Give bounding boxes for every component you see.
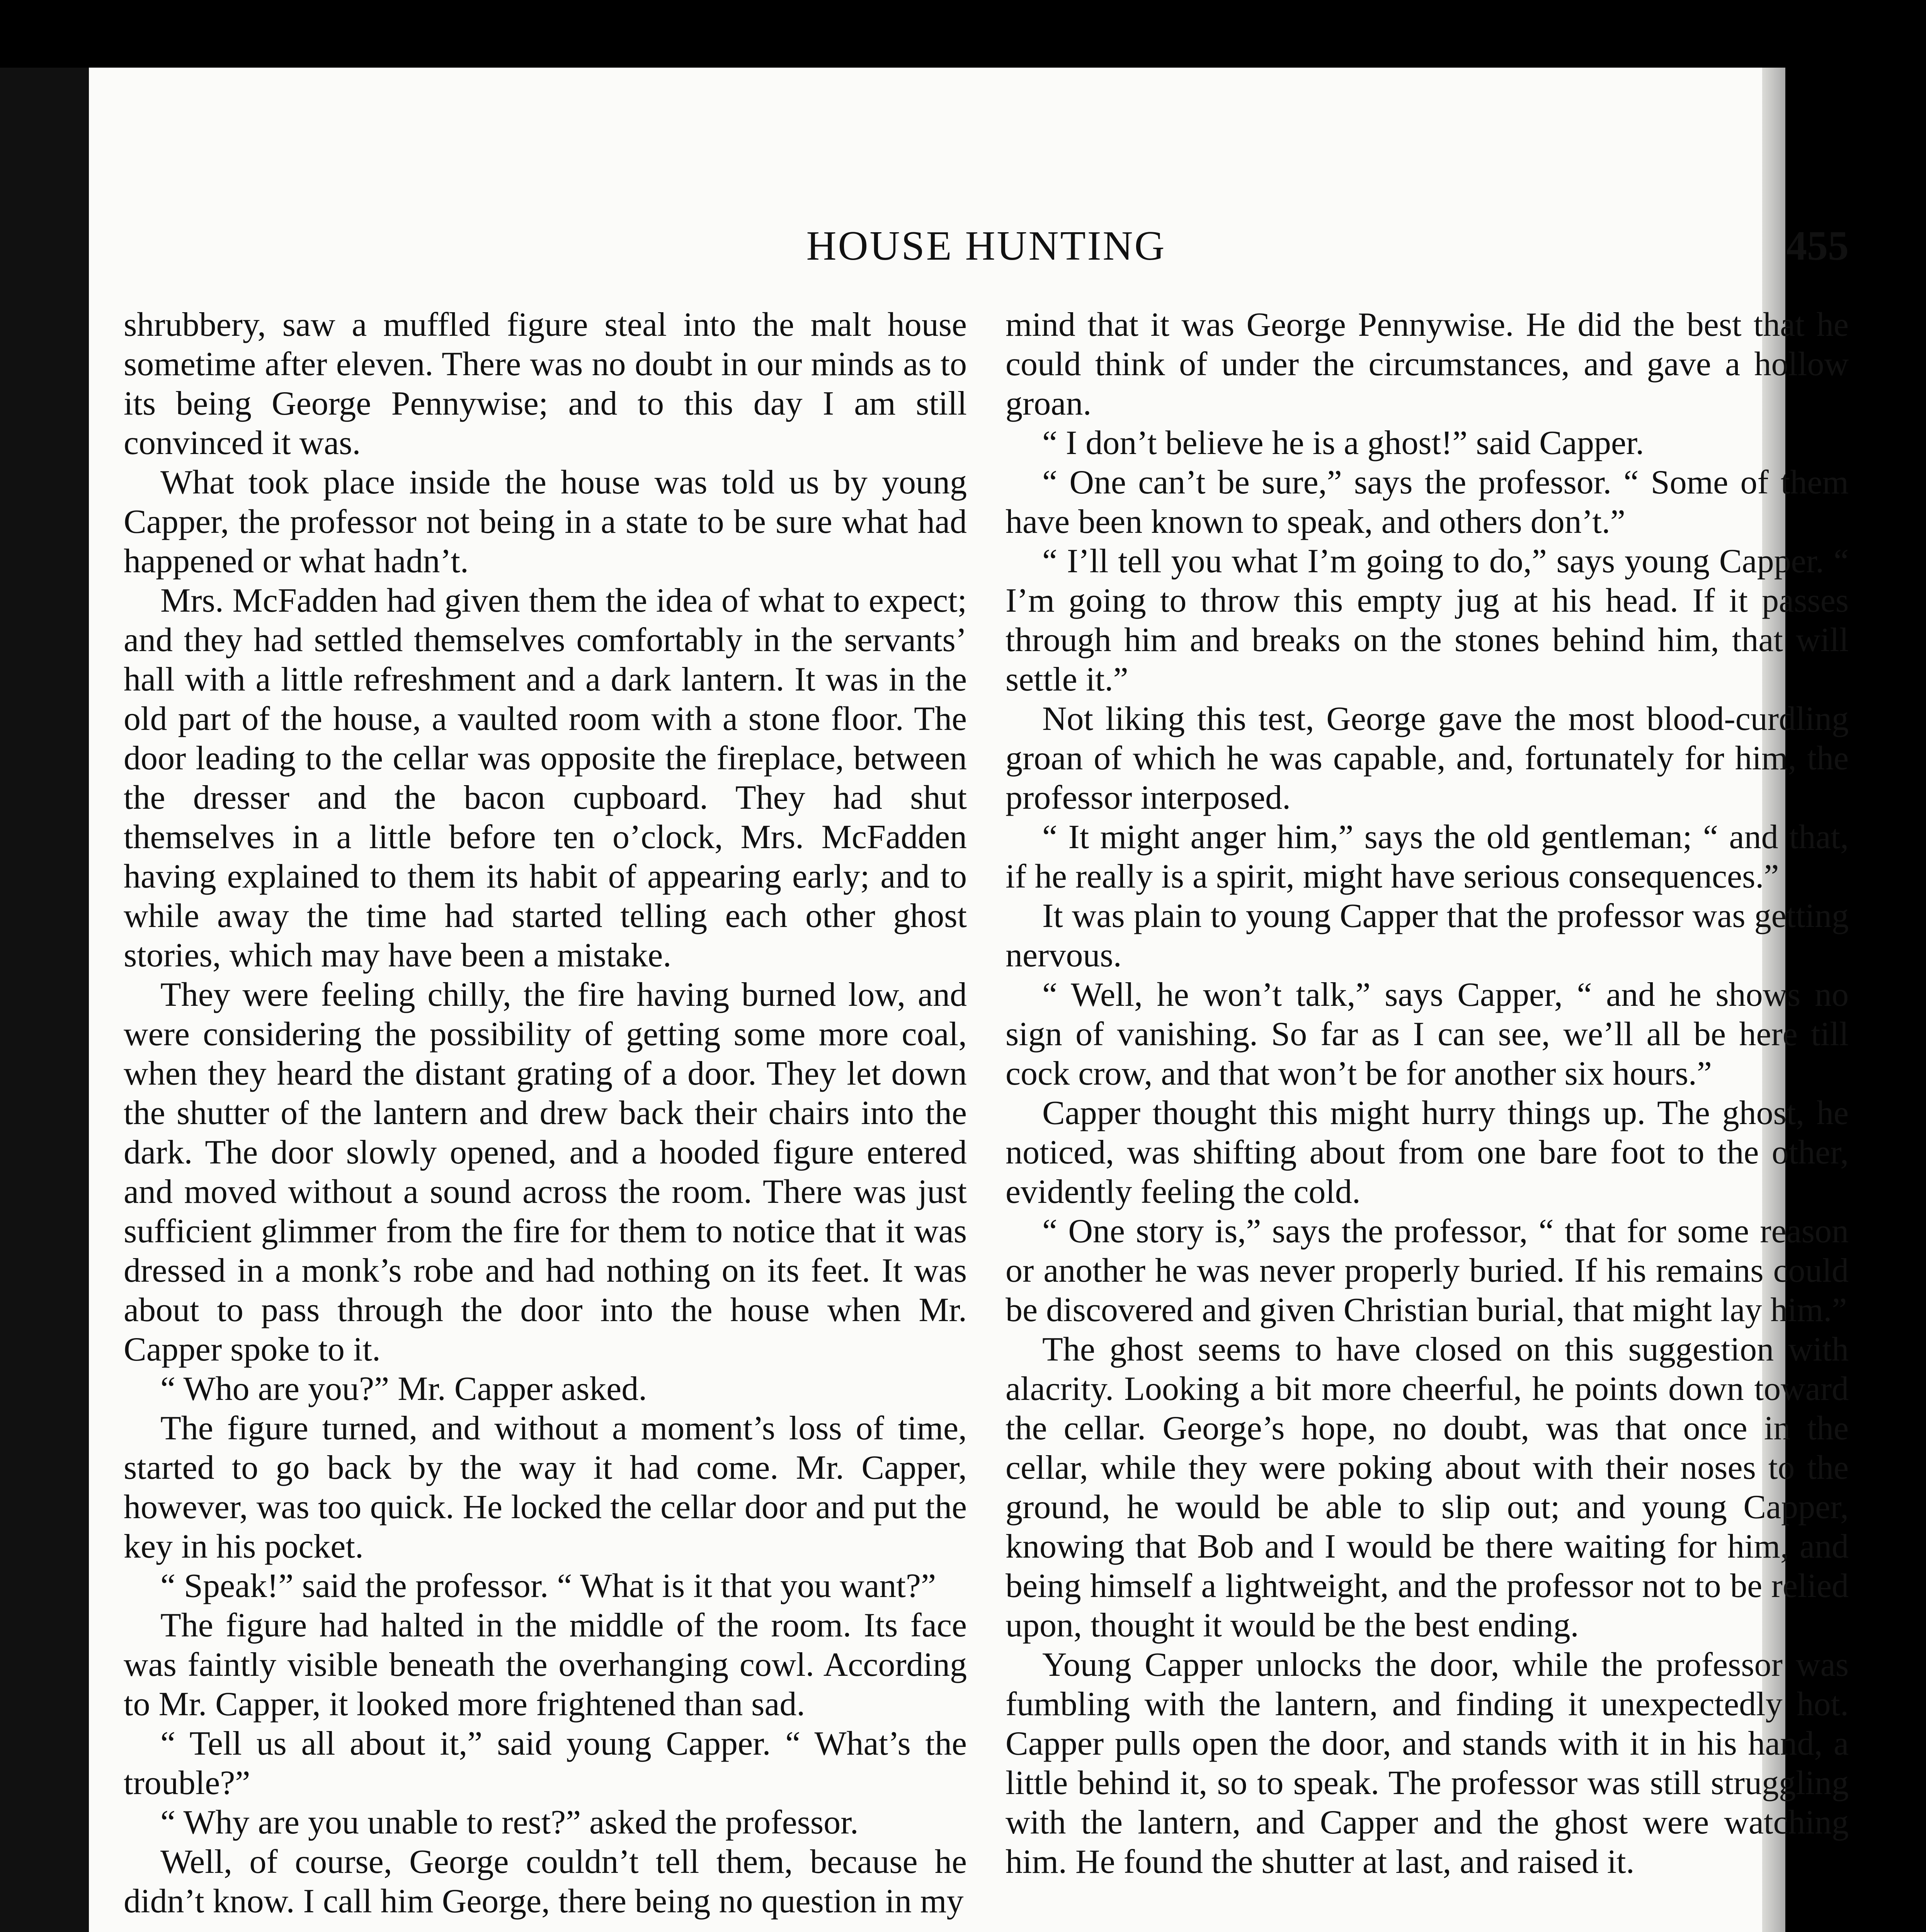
paragraph: Not liking this test, George gave the most blood-curdling groan of which he was capable, and, fortunately for him, the professor interposed. — [1006, 700, 1849, 816]
paragraph: “ One story is,” says the professor, “ that for some reason or another he was never properly buried. If his remains could be discovered and given Christian burial, that might lay him.” — [1006, 1213, 1849, 1329]
paragraph: “ Tell us all about it,” said young Capper. “ What’s the trouble?” — [124, 1725, 967, 1802]
page-header — [124, 222, 1849, 272]
paragraph: It was plain to young Capper that the professor was getting nervous. — [1006, 897, 1849, 974]
paragraph: shrubbery, saw a muffled figure steal into the malt house sometime after eleven. There was no doubt in our minds as to its being George Pennywise; and to this day I am still convinced it was. — [124, 306, 967, 462]
paragraph: “ Speak!” said the professor. “ What is it that you want?” — [160, 1567, 936, 1605]
paragraph: The figure turned, and without a moment’s loss of time, started to go back by the way it had come. Mr. Capper, however, was too quick. He locked the cellar door and put the key in his pocket. — [124, 1410, 967, 1565]
paragraph: “ I don’t believe he is a ghost!” said Capper. — [1042, 424, 1644, 462]
right-column — [1006, 305, 1849, 1921]
paragraph: Mrs. McFadden had given them the idea of what to expect; and they had settled themselves comfortably in the servants’ hall with a little refreshment and a dark lantern. It was in the old part of the house, a vaulted room with a stone floor. The door leading to the cellar was opposite the fireplace, between the dresser and the bacon cupboard. They had shut themselves in a little before ten o’clock, Mrs. McFadden having explained to them its habit of appearing early; and to while away the time had started telling each other ghost stories, which may have been a mistake. — [124, 582, 967, 974]
paragraph: “ One can’t be sure,” says the professor. “ Some of them have been known to speak, and others don’t.” — [1006, 464, 1849, 541]
paragraph: “ I’ll tell you what I’m going to do,” says young Capper. “ I’m going to throw this empty jug at his head. If it passes through him and breaks on the stones behind him, that will settle it.” — [1006, 543, 1849, 698]
left-column — [124, 305, 967, 1921]
paragraph: “ Why are you unable to rest?” asked the professor. — [160, 1804, 859, 1841]
page-number: 455 — [1786, 223, 1849, 269]
paragraph: The ghost seems to have closed on this suggestion with alacrity. Looking a bit more cheerful, he points down toward the cellar. George’s hope, no doubt, was that once in the cellar, while they were poking about with their noses to the ground, he would be able to slip out; and young Capper, knowing that Bob and I would be there waiting for him, and being himself a lightweight, and the professor not to be relied upon, thought it would be the best ending. — [1006, 1331, 1849, 1644]
paragraph: Capper thought this might hurry things up. The ghost, he noticed, was shifting about from one bare foot to the other, evidently feeling the cold. — [1006, 1094, 1849, 1211]
paragraph: They were feeling chilly, the fire having burned low, and were considering the possibility of getting some more coal, when they heard the distant grating of a door. They let down the shutter of the lantern and drew back their chairs into the dark. The door slowly opened, and a hooded figure entered and moved without a sound across the room. There was just sufficient glimmer from the fire for them to notice that it was dressed in a monk’s robe and had nothing on its feet. It was about to pass through the door into the house when Mr. Capper spoke to it. — [124, 976, 967, 1368]
paragraph: “ It might anger him,” says the old gentleman; “ and that, if he really is a spirit, might have serious consequences.” — [1006, 818, 1849, 895]
paragraph: The figure had halted in the middle of the room. Its face was faintly visible beneath the overhanging cowl. According to Mr. Capper, it looked more frightened than sad. — [124, 1607, 967, 1723]
paragraph: Well, of course, George couldn’t tell them, because he didn’t know. I call him George, there being no question in my — [124, 1843, 967, 1920]
paragraph: What took place inside the house was told us by young Capper, the professor not being in a state to be sure what had happened or what hadn’t. — [124, 464, 967, 580]
scan-left-gutter — [0, 68, 89, 1932]
paragraph: Young Capper unlocks the door, while the professor was fumbling with the lantern, and finding it unexpectedly hot. Capper pulls open the door, and stands with it in his hand, a little behind it, so to speak. The professor was still struggling with the lantern, and Capper and the ghost were watching him. He found the shutter at last, and raised it. — [1006, 1646, 1849, 1881]
paragraph: mind that it was George Pennywise. He did the best that he could think of under the circumstances, and gave a hollow groan. — [1006, 306, 1849, 422]
running-title: HOUSE HUNTING — [806, 223, 1166, 269]
text-columns — [124, 305, 1849, 1921]
paragraph: “ Well, he won’t talk,” says Capper, “ and he shows no sign of vanishing. So far as I can see, we’ll all be here till cock crow, and that won’t be for another six hours.” — [1006, 976, 1849, 1092]
paragraph: “ Who are you?” Mr. Capper asked. — [160, 1370, 647, 1408]
